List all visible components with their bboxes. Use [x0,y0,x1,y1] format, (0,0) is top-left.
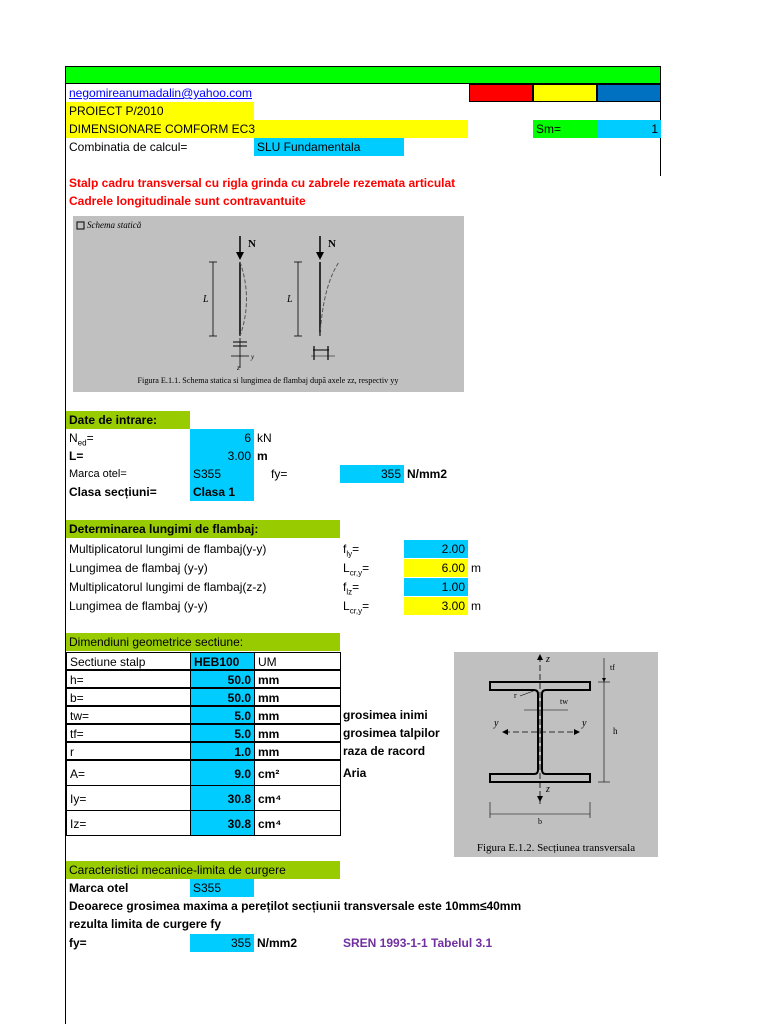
static-scheme-figure [73,216,464,392]
geometry-row-value[interactable]: 30.8 [190,785,255,811]
note-area: Aria [343,766,367,780]
geometry-col-section[interactable]: HEB100 [190,652,255,670]
color-swatch-yellow [533,84,597,102]
fy-unit: N/mm2 [407,467,448,481]
geometry-row-unit: cm⁴ [254,785,341,811]
load-arrowhead-1 [236,252,244,260]
note-web-thickness: grosimea inimi [343,708,428,722]
mech-steel-grade-label: Marca otel [69,881,129,895]
buckling-row-label: Lungimea de flambaj (y-y) [69,561,208,575]
tw-label: tw [560,697,568,706]
project-title: PROIECT P/2010 [66,102,254,120]
geometry-row-unit: mm [254,742,341,760]
checkbox-icon [77,222,84,229]
tf-label: tf [610,663,615,672]
scheme-title: Schema statică [87,220,142,230]
geometry-row-value[interactable]: 9.0 [190,760,255,786]
r-label: r [514,691,517,700]
mech-steel-grade-value[interactable]: S355 [190,879,254,897]
length-value[interactable]: 3.00 [190,447,254,465]
color-swatch-blue [597,84,661,102]
z-label-bottom: z [546,784,550,795]
h-label: h [613,726,618,736]
note-root-radius: raza de racord [343,744,426,758]
ned-unit: kN [257,431,272,445]
geometry-header: Dimendiuni geometrice sectiune: [66,633,340,651]
geometry-row-value[interactable]: 1.0 [190,742,255,760]
geometry-row-unit: mm [254,706,341,724]
geometry-row-label: A= [66,760,191,786]
mech-fy-value: 355 [190,934,254,952]
description-line-1: Stalp cadru transversal cu rigla grinda cu zabrele rezemata articulat [69,176,456,190]
ned-label: $N_{ed}=$ [69,431,94,448]
buckling-row-label: Multiplicatorul lungimi de flambaj(z-z) [69,580,267,594]
length-label-1: L [203,294,209,305]
steel-grade-value[interactable]: S355 [190,465,254,483]
section-class-value[interactable]: Clasa 1 [190,483,254,501]
steel-grade-label: Marca otel= [69,468,127,480]
color-swatch-red [469,84,533,102]
buckling-row-unit: m [471,599,481,613]
section-class-label: Clasa secțiuni= [69,485,157,499]
geometry-row-unit: mm [254,670,341,688]
mech-text-line-1: Deoarece grosimea maxima a perețilot secțiunii transversale este 10mm≤40mm [69,899,522,913]
geometry-col-unit: UM [254,652,341,670]
axis-y-label: y [251,353,255,361]
buckling-row-label: Lungimea de flambaj (y-y) [69,599,208,613]
geometry-row-label: h= [66,670,191,688]
buckling-row-symbol: $L_{cr,y}=$ [343,561,370,578]
combo-value[interactable]: SLU Fundamentala [254,138,404,156]
buckling-row-value[interactable]: 1.00 [404,578,468,596]
dimension-title: DIMENSIONARE COMFORM EC3 [66,120,468,138]
geometry-row-value[interactable]: 50.0 [190,670,255,688]
top-banner [65,66,661,84]
geometry-row-label: tw= [66,706,191,724]
z-label-top: z [546,654,550,665]
scheme-caption: Figura E.1.1. Schema statica si lungimea de flambaj după axele zz, respectiv yy [137,376,399,385]
y-label-right: y [582,718,587,729]
geometry-row-unit: cm² [254,760,341,786]
cross-section-drawing [454,652,658,857]
load-label-2: N [328,238,336,250]
sren-reference: SREN 1993-1-1 Tabelul 3.1 [343,936,493,950]
length-label-2: L [287,294,293,305]
buckling-row-label: Multiplicatorul lungimi de flambaj(y-y) [69,542,267,556]
mech-text-line-2: rezulta limita de curgere fy [69,917,222,931]
geometry-row-value[interactable]: 5.0 [190,706,255,724]
buckling-row-symbol: $f_{lz}=$ [343,580,360,597]
mech-fy-label: fy= [69,936,87,950]
description-line-2: Cadrele longitudinale sunt contravantuite [69,194,306,208]
buckling-row-symbol: $L_{cr,y}=$ [343,599,370,616]
inputs-header: Date de intrare: [66,411,190,429]
sm-value[interactable]: 1 [597,120,661,138]
geometry-row-label: Iy= [66,785,191,811]
buckling-row-value: 3.00 [404,597,468,615]
fy-value[interactable]: 355 [340,465,404,483]
b-label: b [538,817,542,826]
buckling-row-symbol: $f_{ly}=$ [343,542,360,559]
length-unit: m [257,449,268,463]
buckling-row-value: 6.00 [404,559,468,577]
geometry-row-value[interactable]: 5.0 [190,724,255,742]
mech-fy-unit: N/mm2 [257,936,298,950]
fy-label: fy= [271,467,288,481]
geometry-row-label: b= [66,688,191,706]
static-scheme-drawing [73,216,464,392]
length-label: L= [69,449,84,463]
load-label-1: N [248,238,256,250]
geometry-col-label: Sectiune stalp [66,652,191,670]
buckled-shape-1 [240,262,247,336]
ned-value[interactable]: 6 [190,429,254,447]
buckling-header: Determinarea lungimi de flambaj: [66,520,340,538]
geometry-row-value[interactable]: 50.0 [190,688,255,706]
buckling-row-unit: m [471,561,481,575]
y-label-left: y [494,718,499,729]
buckling-row-value[interactable]: 2.00 [404,540,468,558]
sm-label: Sm= [533,120,597,138]
geometry-row-unit: mm [254,688,341,706]
geometry-row-label: Iz= [66,810,191,836]
mechanical-header: Caracteristici mecanice-limita de curgere [66,861,340,879]
axis-z-label: z [237,364,240,372]
cross-section-figure [454,652,658,857]
geometry-row-unit: mm [254,724,341,742]
email-link[interactable]: negomireanumadalin@yahoo.com [69,86,252,100]
geometry-row-label: r [66,742,191,760]
buckled-shape-2 [320,262,339,336]
geometry-row-unit: cm⁴ [254,810,341,836]
geometry-row-label: tf= [66,724,191,742]
combo-label: Combinatia de calcul= [69,140,188,154]
geometry-row-value[interactable]: 30.8 [190,810,255,836]
cross-section-caption: Figura E.1.2. Secțiunea transversala [476,842,636,854]
note-flange-thickness: grosimea talpilor [343,726,440,740]
load-arrowhead-2 [316,252,324,260]
